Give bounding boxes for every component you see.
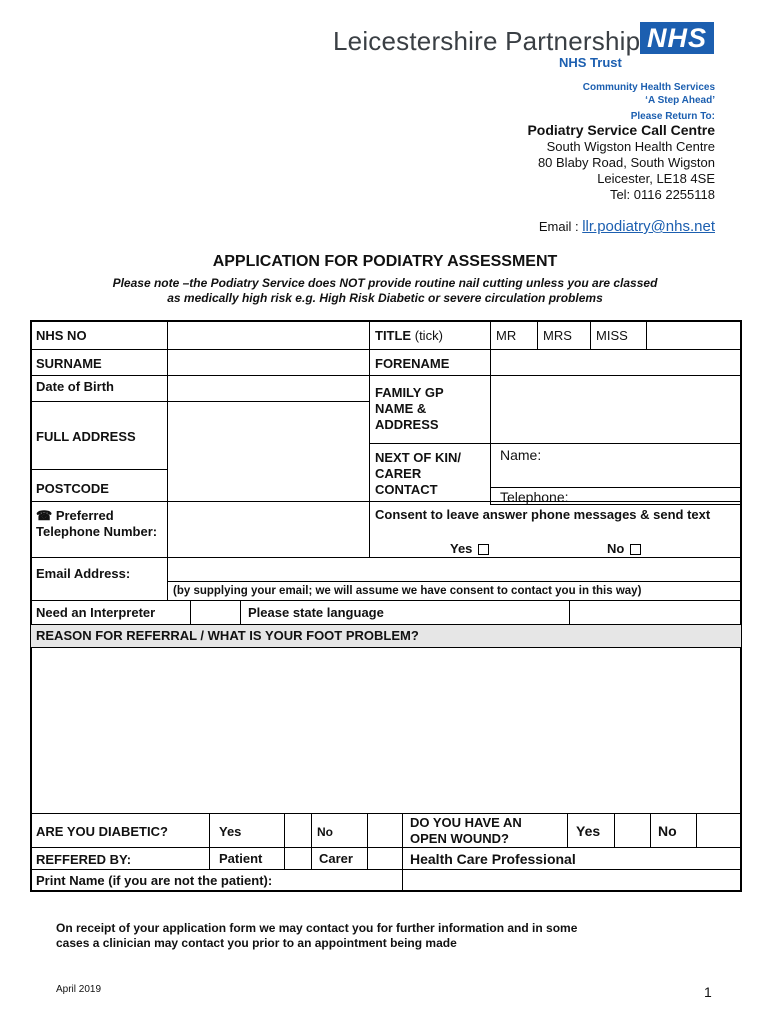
trust-name: NHS Trust — [559, 55, 622, 70]
page-number: 1 — [704, 984, 712, 1000]
consent-no-label: No — [607, 541, 625, 556]
title-label-cell — [369, 320, 491, 350]
footer-contact-line1: On receipt of your application form we may contact you for further information and in some — [56, 921, 578, 935]
patient-label: Patient — [209, 847, 285, 870]
consent-no-checkbox[interactable] — [630, 544, 641, 555]
language-field[interactable] — [569, 600, 742, 625]
next-of-kin-label: NEXT OF KIN/ CARER CONTACT — [369, 443, 491, 502]
surname-label: SURNAME — [30, 349, 168, 376]
diabetic-yes-box[interactable] — [284, 813, 312, 848]
carer-label: Carer — [311, 847, 368, 870]
surname-field[interactable] — [167, 349, 370, 376]
address-line-4: Tel: 0116 2255118 — [609, 187, 715, 202]
gp-label: FAMILY GP NAME & ADDRESS — [369, 375, 491, 444]
forename-field[interactable] — [490, 349, 742, 376]
consent-yes-label: Yes — [450, 541, 473, 556]
note-line1: Please note –the Podiatry Service does NOT provide routine nail cutting unless you are classed — [112, 276, 658, 290]
wound-yes-box[interactable] — [614, 813, 651, 848]
preferred-phone-label — [30, 501, 168, 558]
preferred-phone-field[interactable] — [167, 501, 370, 558]
centre-name: Podiatry Service Call Centre — [527, 122, 715, 138]
title-label: TITLE — [375, 328, 412, 343]
diabetic-no-box[interactable] — [367, 813, 403, 848]
form-title: APPLICATION FOR PODIATRY ASSESSMENT — [212, 253, 558, 270]
title-miss[interactable]: MISS — [590, 320, 647, 350]
diabetic-yes-label: Yes — [209, 813, 285, 848]
nhs-no-field[interactable] — [167, 320, 370, 350]
email-label-spacer — [30, 581, 168, 601]
open-wound-label: DO YOU HAVE AN OPEN WOUND? — [402, 813, 568, 848]
consent-yes[interactable] — [450, 541, 489, 557]
full-address-label: FULL ADDRESS — [30, 401, 168, 470]
carer-box[interactable] — [367, 847, 403, 870]
email-address-label: Email Address: — [30, 557, 168, 582]
wound-no-box[interactable] — [696, 813, 742, 848]
consent-yes-checkbox[interactable] — [478, 544, 489, 555]
hcp-label[interactable]: Health Care Professional — [402, 847, 742, 870]
email-address-field[interactable] — [167, 557, 742, 582]
nok-name-field[interactable]: Name: — [490, 443, 742, 488]
preferred-phone-text: Preferred Telephone Number: — [36, 508, 158, 539]
address-line-1: South Wigston Health Centre — [546, 139, 715, 154]
forename-label: FORENAME — [369, 349, 491, 376]
consent-label: Consent to leave answer phone messages & send text — [375, 507, 711, 522]
email-line — [539, 218, 715, 235]
wound-yes-label: Yes — [567, 813, 615, 848]
referred-by-label: REFFERED BY: — [30, 847, 210, 870]
title-other-field[interactable] — [646, 320, 742, 350]
email-label: Email : — [538, 219, 579, 234]
title-mrs[interactable]: MRS — [537, 320, 591, 350]
title-mr[interactable]: MR — [490, 320, 538, 350]
language-label: Please state language — [240, 600, 570, 625]
gp-field[interactable] — [490, 375, 742, 444]
diabetic-no-label: No — [311, 813, 368, 848]
note-line2: as medically high risk e.g. High Risk Diabetic or severe circulation problems — [167, 291, 603, 305]
telephone-icon: ☎ — [36, 508, 53, 523]
nhs-logo: NHS — [640, 22, 714, 54]
consent-no[interactable] — [607, 541, 641, 557]
address-line-2: 80 Blaby Road, South Wigston — [537, 155, 715, 170]
service-line1: Community Health Services — [582, 82, 715, 93]
title-tick: (tick) — [414, 328, 443, 343]
reason-field[interactable] — [30, 647, 742, 814]
patient-box[interactable] — [284, 847, 312, 870]
dob-field[interactable] — [167, 375, 370, 402]
full-address-field[interactable] — [167, 401, 370, 502]
interpreter-field[interactable] — [190, 600, 241, 625]
email-note: (by supplying your email; we will assume we have consent to contact you in this way) — [167, 581, 742, 601]
dob-label: Date of Birth — [30, 375, 168, 402]
return-to: Please Return To: — [630, 111, 715, 122]
footer-date: April 2019 — [56, 984, 102, 995]
nok-telephone-field[interactable]: Telephone: — [490, 487, 742, 505]
postcode-label: POSTCODE — [30, 469, 168, 502]
org-name: Leicestershire Partnership — [333, 26, 641, 56]
footer-contact-line2: cases a clinician may contact you prior to an appointment being made — [56, 936, 457, 950]
reason-label: REASON FOR REFERRAL / WHAT IS YOUR FOOT PROBLEM? — [30, 624, 742, 648]
print-name-field[interactable] — [402, 869, 742, 892]
diabetic-label: ARE YOU DIABETIC? — [30, 813, 210, 848]
wound-no-label: No — [650, 813, 697, 848]
nhs-no-label: NHS NO — [30, 320, 168, 350]
interpreter-label: Need an Interpreter — [30, 600, 191, 625]
address-line-3: Leicester, LE18 4SE — [597, 171, 715, 186]
email-link[interactable]: llr.podiatry@nhs.net — [582, 218, 715, 235]
service-line2: ‘A Step Ahead’ — [645, 95, 715, 106]
print-name-label: Print Name (if you are not the patient): — [30, 869, 403, 892]
